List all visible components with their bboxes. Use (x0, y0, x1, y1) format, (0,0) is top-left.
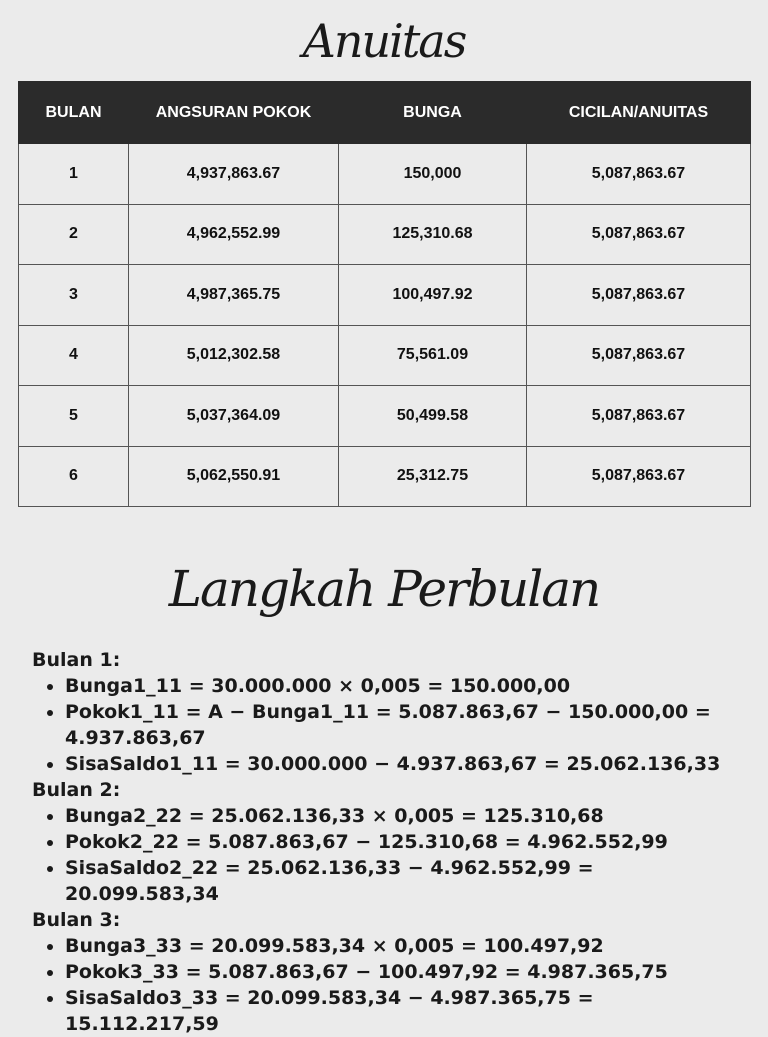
month-label: Bulan 1: (32, 649, 121, 671)
table-row (19, 265, 751, 326)
header-bulan: BULAN (19, 82, 129, 144)
cell-cicilan: 5,087,863.67 (527, 325, 751, 386)
cell-bulan: 1 (19, 144, 129, 205)
table-body (19, 144, 751, 507)
annuity-table (18, 81, 751, 507)
cell-bunga: 50,499.58 (339, 386, 527, 447)
cell-angsuran-pokok: 5,037,364.09 (129, 386, 339, 447)
cell-bulan: 6 (19, 446, 129, 507)
cell-angsuran-pokok: 4,937,863.67 (129, 144, 339, 205)
header-angsuran-pokok: ANGSURAN POKOK (129, 82, 339, 144)
table-row (19, 144, 751, 205)
cell-bunga: 125,310.68 (339, 204, 527, 265)
cell-bulan: 3 (19, 265, 129, 326)
cell-bunga: 75,561.09 (339, 325, 527, 386)
cell-bunga: 25,312.75 (339, 446, 527, 507)
cell-bulan: 4 (19, 325, 129, 386)
table-row (19, 204, 751, 265)
step-item: • Pokok3_33 = 5.087.863,67 − 100.497,92 = 4.987.365,75 (65, 959, 752, 985)
cell-cicilan: 5,087,863.67 (527, 144, 751, 205)
table-title: Anuitas (302, 14, 466, 68)
table-row (19, 446, 751, 507)
step-item: • Bunga2_22 = 25.062.136,33 × 0,005 = 125.310,68 (65, 803, 752, 829)
step-item: • SisaSaldo3_33 = 20.099.583,34 − 4.987.365,75 = 15.112.217,59 (65, 985, 752, 1037)
step-list (32, 933, 752, 1037)
month-label: Bulan 3: (32, 909, 121, 931)
cell-angsuran-pokok: 5,012,302.58 (129, 325, 339, 386)
step-item: • Pokok2_22 = 5.087.863,67 − 125.310,68 = 4.962.552,99 (65, 829, 752, 855)
table-row (19, 325, 751, 386)
cell-angsuran-pokok: 4,962,552.99 (129, 204, 339, 265)
header-bunga: BUNGA (339, 82, 527, 144)
step-item: • SisaSaldo1_11 = 30.000.000 − 4.937.863,67 = 25.062.136,33 (65, 751, 752, 777)
table-row (19, 386, 751, 447)
cell-angsuran-pokok: 5,062,550.91 (129, 446, 339, 507)
cell-cicilan: 5,087,863.67 (527, 446, 751, 507)
cell-cicilan: 5,087,863.67 (527, 265, 751, 326)
cell-bunga: 150,000 (339, 144, 527, 205)
step-item: • Bunga1_11 = 30.000.000 × 0,005 = 150.000,00 (65, 673, 752, 699)
step-item: • SisaSaldo2_22 = 25.062.136,33 − 4.962.552,99 = 20.099.583,34 (65, 855, 752, 907)
step-list (32, 673, 752, 777)
steps-title: Langkah Perbulan (168, 560, 600, 618)
cell-cicilan: 5,087,863.67 (527, 204, 751, 265)
header-cicilan: CICILAN/ANUITAS (527, 82, 751, 144)
cell-angsuran-pokok: 4,987,365.75 (129, 265, 339, 326)
step-list (32, 803, 752, 907)
cell-bunga: 100,497.92 (339, 265, 527, 326)
cell-bulan: 5 (19, 386, 129, 447)
month-label: Bulan 2: (32, 779, 121, 801)
cell-cicilan: 5,087,863.67 (527, 386, 751, 447)
table-header-row (19, 82, 751, 144)
monthly-steps (32, 647, 752, 1037)
step-item: • Pokok1_11 = A − Bunga1_11 = 5.087.863,67 − 150.000,00 = 4.937.863,67 (65, 699, 752, 751)
step-item: • Bunga3_33 = 20.099.583,34 × 0,005 = 100.497,92 (65, 933, 752, 959)
cell-bulan: 2 (19, 204, 129, 265)
